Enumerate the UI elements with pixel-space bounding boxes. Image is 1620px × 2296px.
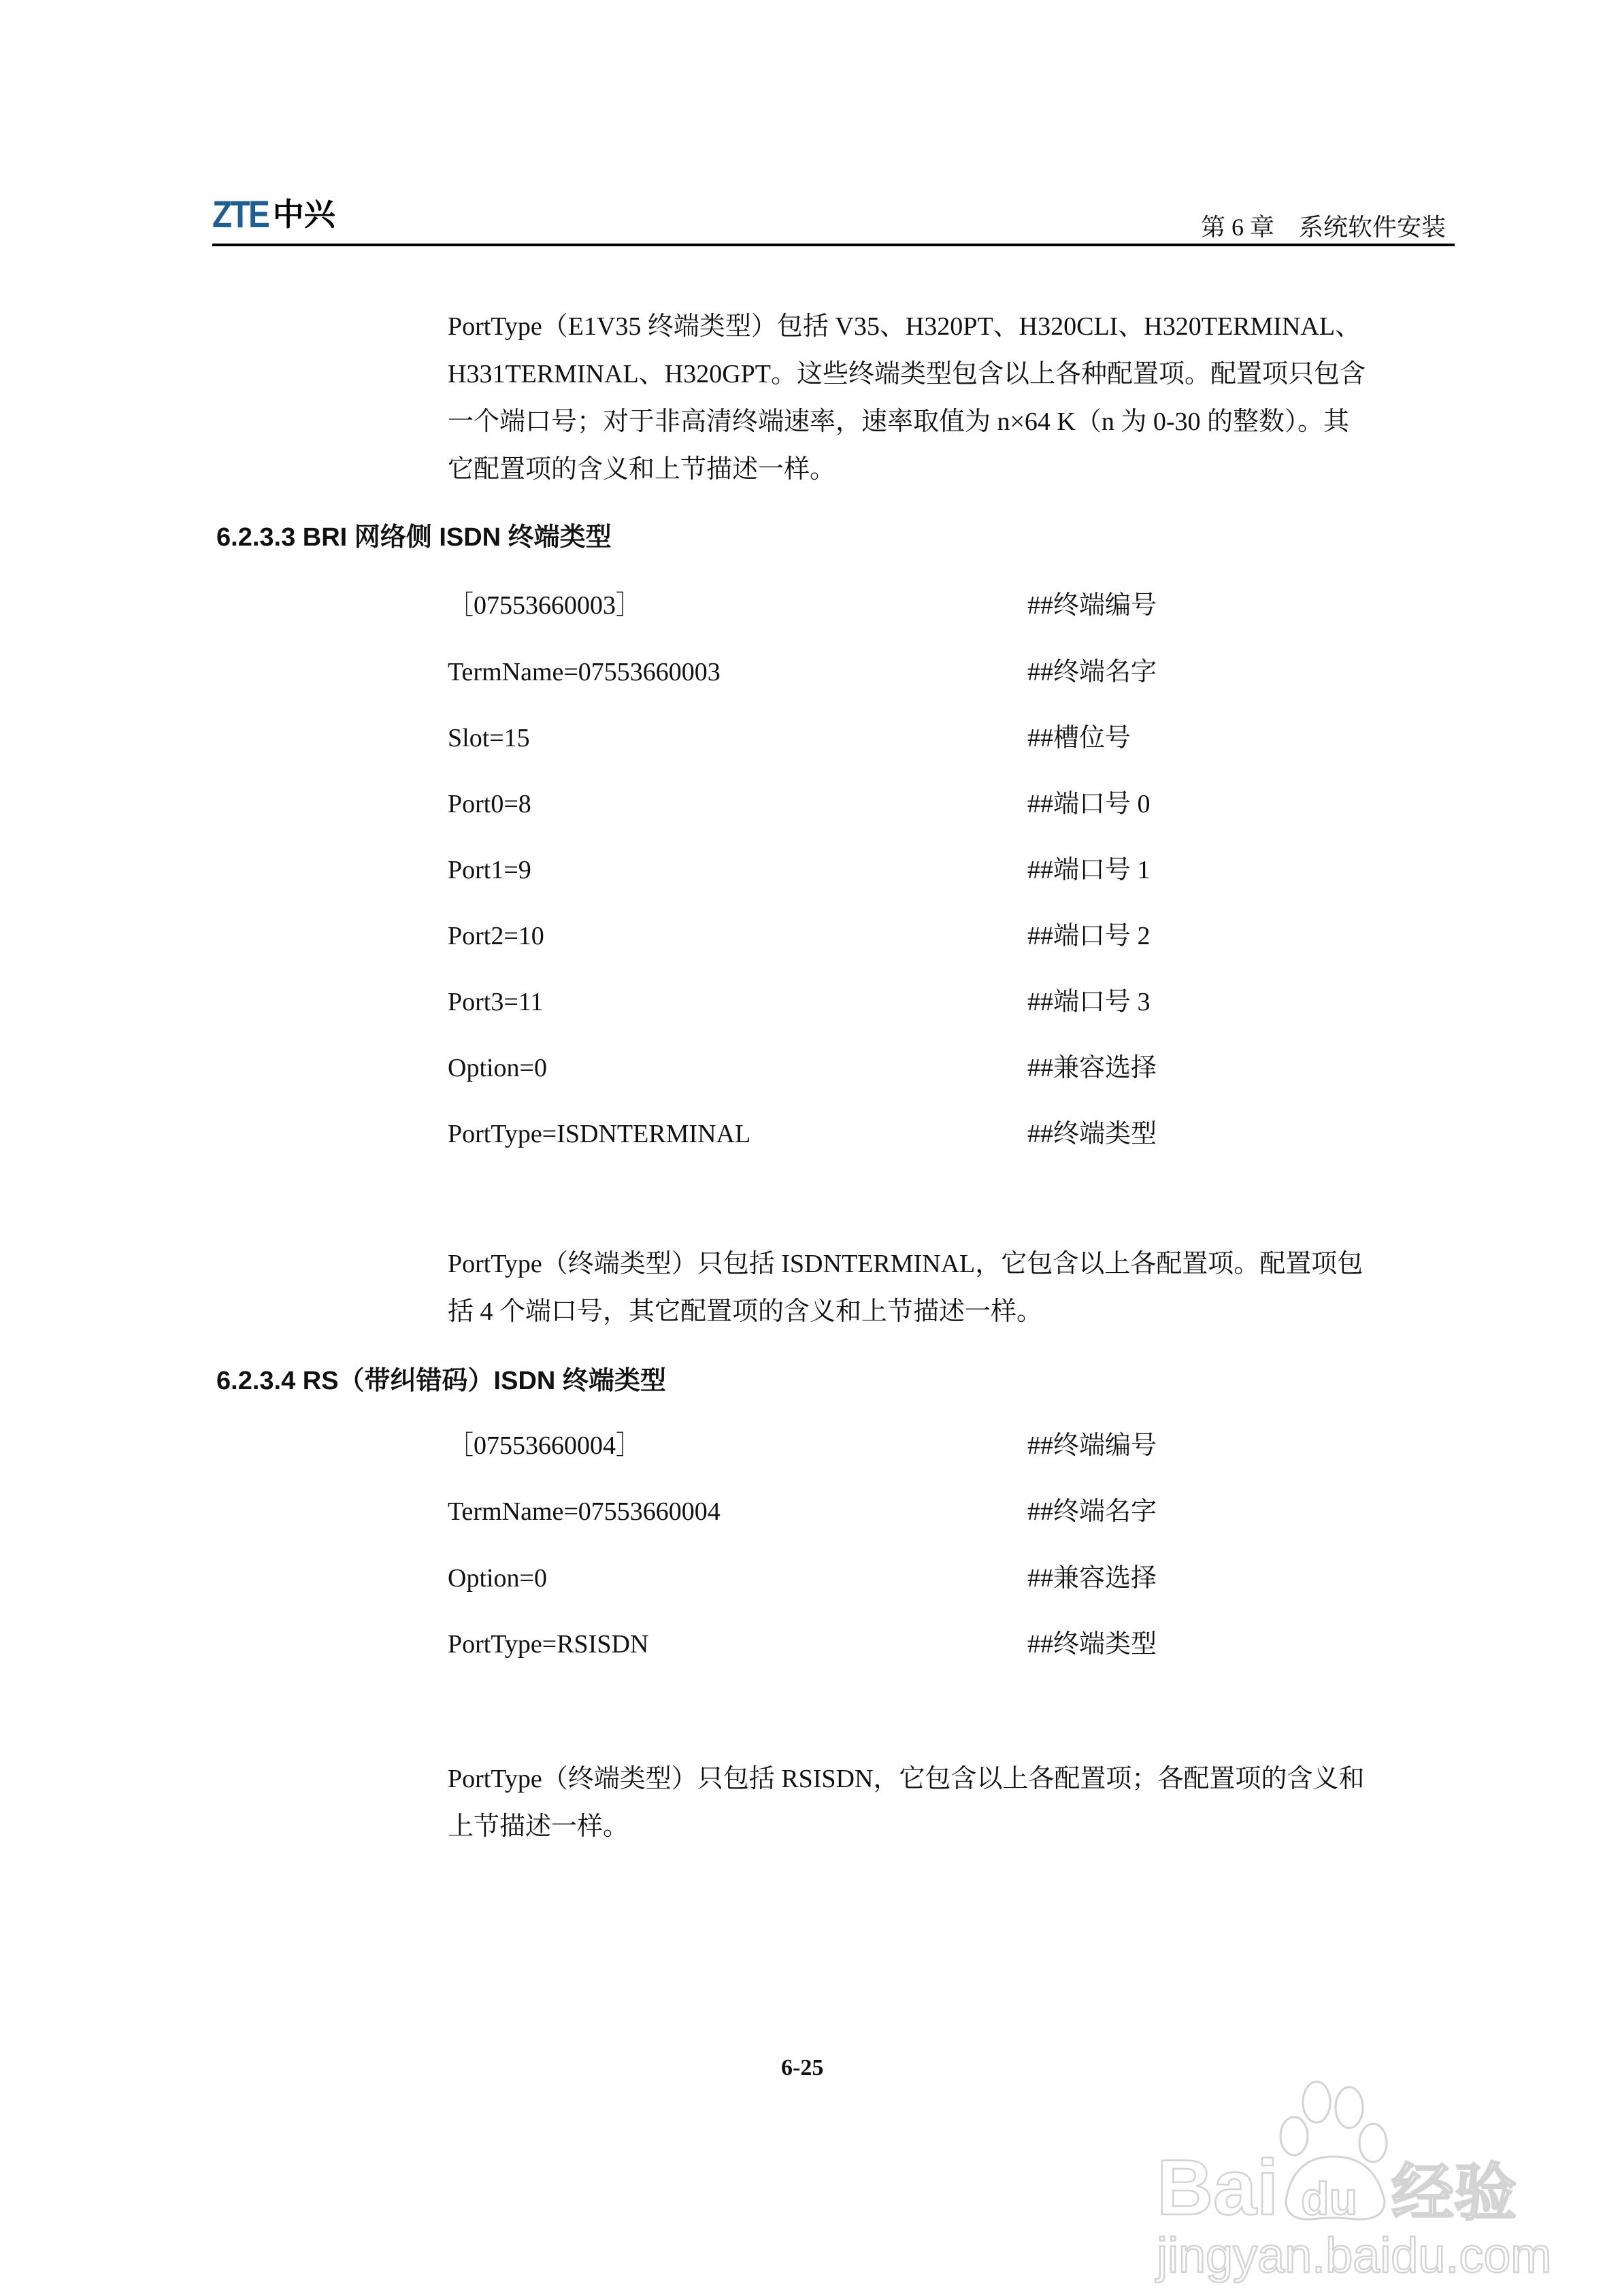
section-heading-rs: 6.2.3.4 RS（带纠错码）ISDN 终端类型 — [216, 1367, 666, 1395]
paragraph-line: PortType（终端类型）只包括 RSISDN，它包含以上各配置项；各配置项的含义和 — [448, 1765, 1365, 1793]
config-comment: ##兼容选择 — [1027, 1564, 1157, 1593]
config-comment: ##终端名字 — [1027, 1497, 1157, 1526]
config-key: ［07553660003］ — [448, 591, 642, 620]
config-comment: ##端口号 0 — [1027, 790, 1151, 818]
paragraph-line: 一个端口号；对于非高清终端速率，速率取值为 n×64 K（n 为 0-30 的整数）。其 — [448, 407, 1350, 436]
config-comment: ##端口号 1 — [1027, 856, 1151, 884]
config-row — [448, 585, 1264, 626]
config-key: Slot=15 — [448, 724, 530, 752]
config-row — [448, 1425, 1264, 1466]
config-row — [448, 1048, 1264, 1088]
config-row — [448, 784, 1264, 825]
config-comment: ##终端类型 — [1027, 1120, 1157, 1148]
config-row — [448, 916, 1264, 956]
paragraph-line: PortType（E1V35 终端类型）包括 V35、H320PT、H320CLI、H320TERMINAL、 — [448, 312, 1361, 341]
config-row — [448, 1491, 1264, 1532]
chapter-title: 第 6 章 系统软件安装 — [1200, 214, 1446, 241]
config-row — [448, 982, 1264, 1022]
logo-chinese: 中兴 — [272, 197, 335, 232]
config-comment: ##端口号 2 — [1027, 922, 1151, 950]
paragraph-line: 括 4 个端口号，其它配置项的含义和上节描述一样。 — [448, 1297, 1043, 1326]
config-row — [448, 652, 1264, 693]
header-rule — [212, 244, 1455, 246]
intro-paragraph — [448, 303, 1455, 493]
config-comment: ##槽位号 — [1027, 724, 1131, 752]
svg-text:jingyan.baidu.com: jingyan.baidu.com — [1157, 2229, 1552, 2283]
config-key: Port0=8 — [448, 790, 531, 818]
config-comment: ##兼容选择 — [1027, 1054, 1157, 1082]
section-heading-bri: 6.2.3.3 BRI 网络侧 ISDN 终端类型 — [216, 523, 612, 552]
zte-logo — [212, 193, 335, 235]
config-key: Port2=10 — [448, 922, 544, 950]
config-key: TermName=07553660003 — [448, 658, 721, 686]
config-key: TermName=07553660004 — [448, 1497, 721, 1526]
config-row — [448, 1558, 1264, 1599]
config-comment: ##终端类型 — [1027, 1630, 1157, 1659]
svg-text:du: du — [1301, 2173, 1358, 2225]
baidu-paw-icon — [1150, 2048, 1558, 2293]
paragraph-line: H331TERMINAL、H320GPT。这些终端类型包含以上各种配置项。配置项只包含 — [448, 360, 1366, 388]
config-key: Option=0 — [448, 1054, 547, 1082]
baidu-jingyan-watermark — [1150, 2048, 1558, 2293]
config-key: Option=0 — [448, 1564, 547, 1593]
config-key: PortType=RSISDN — [448, 1630, 649, 1659]
bri-paragraph — [448, 1240, 1455, 1335]
config-comment: ##终端编号 — [1027, 1431, 1157, 1460]
config-key: Port1=9 — [448, 856, 531, 884]
config-row — [448, 718, 1264, 759]
config-row — [448, 850, 1264, 891]
config-row — [448, 1624, 1264, 1665]
config-comment: ##终端名字 — [1027, 658, 1157, 686]
config-row — [448, 1114, 1264, 1154]
config-key: PortType=ISDNTERMINAL — [448, 1120, 751, 1148]
config-key: ［07553660004］ — [448, 1431, 642, 1460]
paragraph-line: 上节描述一样。 — [448, 1812, 629, 1841]
rs-paragraph — [448, 1755, 1455, 1850]
paragraph-line: 它配置项的含义和上节描述一样。 — [448, 455, 836, 484]
page-number: 6-25 — [781, 2055, 824, 2080]
svg-text:Bai: Bai — [1157, 2144, 1278, 2231]
config-key: Port3=11 — [448, 988, 544, 1016]
svg-text:经验: 经验 — [1391, 2159, 1517, 2228]
config-comment: ##终端编号 — [1027, 591, 1157, 620]
config-comment: ##端口号 3 — [1027, 988, 1151, 1016]
logo-latin: ZTE — [212, 193, 269, 235]
paragraph-line: PortType（终端类型）只包括 ISDNTERMINAL，它包含以上各配置项。配置项包 — [448, 1250, 1363, 1278]
